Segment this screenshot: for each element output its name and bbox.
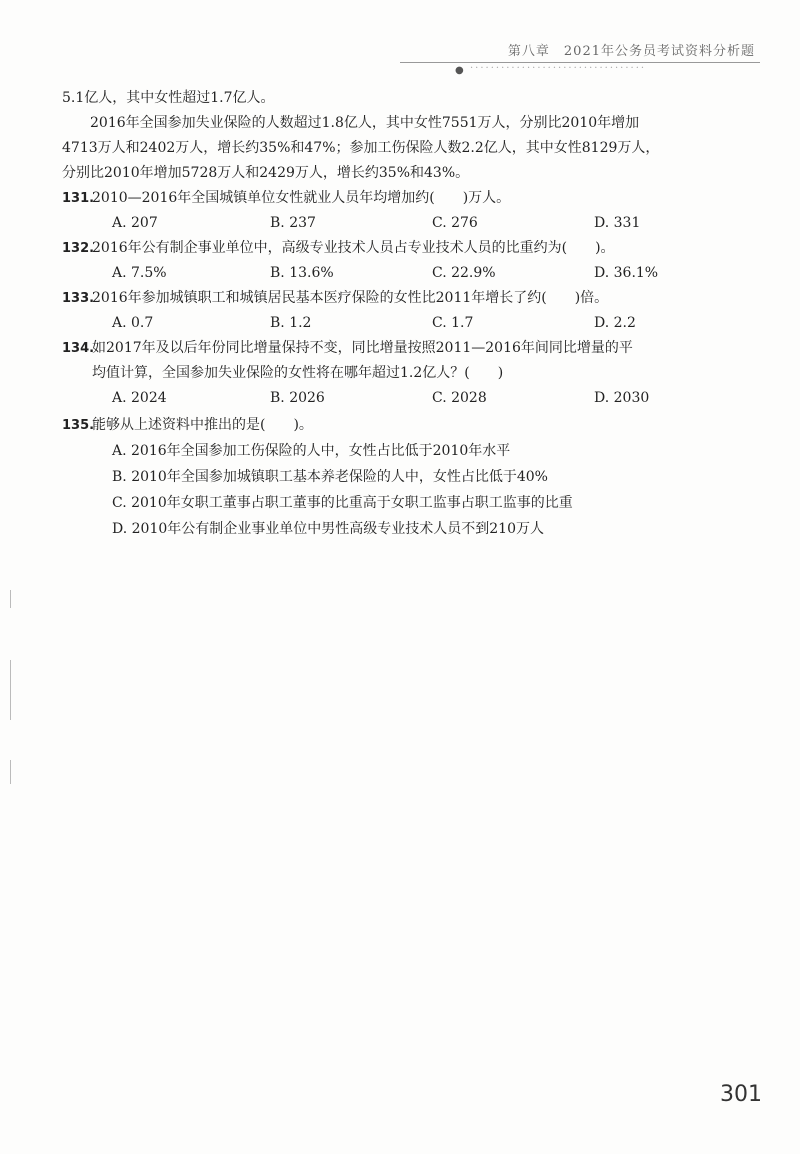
option-b[interactable]: B. 13.6%: [270, 265, 334, 281]
option-c[interactable]: C. 2010年女职工董事占职工董事的比重高于女职工监事占职工监事的比重: [112, 495, 573, 511]
options-row: [62, 211, 742, 236]
header-bullet-icon: ●: [455, 65, 464, 76]
option-a[interactable]: A. 7.5%: [112, 265, 167, 281]
question-number: 132.: [62, 241, 95, 256]
page-number: 301: [720, 1082, 762, 1107]
question-134: [62, 336, 742, 361]
question-stem: 能够从上述资料中推出的是( )。: [92, 417, 313, 433]
options-row: [62, 261, 742, 286]
main-content: [62, 86, 742, 542]
header-dotted-line: ··································: [470, 63, 647, 74]
question-131: [62, 186, 742, 211]
running-header: 第八章 2021年公务员考试资料分析题: [507, 44, 755, 59]
paragraph-line: 4713万人和2402万人，增长约35%和47%；参加工伤保险人数2.2亿人，其中女性8129万人，: [62, 140, 660, 156]
question-number: 133.: [62, 291, 95, 306]
question-stem: 2016年参加城镇职工和城镇居民基本医疗保险的女性比2011年增长了约( )倍。: [92, 290, 609, 306]
paragraph-line: 2016年全国参加失业保险的人数超过1.8亿人，其中女性7551万人，分别比2010年增加: [90, 115, 640, 131]
option-a[interactable]: A. 0.7: [112, 315, 154, 331]
option-d[interactable]: D. 2.2: [594, 315, 636, 331]
option-c[interactable]: C. 2028: [432, 390, 487, 406]
question-stem-continuation: 均值计算，全国参加失业保险的女性将在哪年超过1.2亿人？( ): [92, 365, 504, 381]
option-c[interactable]: C. 22.9%: [432, 265, 496, 281]
option-d[interactable]: D. 2010年公有制企业事业单位中男性高级专业技术人员不到210万人: [112, 521, 544, 537]
question-number: 134.: [62, 341, 95, 356]
options-row: [62, 311, 742, 336]
question-stem: 2016年公有制企事业单位中，高级专业技术人员占专业技术人员的比重约为( )。: [92, 240, 615, 256]
question-stem: 如2017年及以后年份同比增量保持不变，同比增量按照2011—2016年间同比增量的平: [92, 340, 633, 356]
question-133: [62, 286, 742, 311]
option-c[interactable]: C. 1.7: [432, 315, 474, 331]
margin-scan-mark: [10, 660, 11, 720]
option-d[interactable]: D. 36.1%: [594, 265, 659, 281]
option-d[interactable]: D. 331: [594, 215, 641, 231]
options-row: [62, 386, 742, 411]
question-132: [62, 236, 742, 261]
paragraph-line: 5.1亿人，其中女性超过1.7亿人。: [62, 90, 275, 106]
option-b[interactable]: B. 237: [270, 215, 316, 231]
option-a[interactable]: A. 2024: [112, 390, 167, 406]
margin-scan-mark: [10, 760, 11, 784]
option-b[interactable]: B. 2026: [270, 390, 325, 406]
option-c[interactable]: C. 276: [432, 215, 478, 231]
option-a[interactable]: A. 207: [112, 215, 158, 231]
question-number: 135.: [62, 418, 95, 433]
option-b[interactable]: B. 1.2: [270, 315, 312, 331]
question-stem: 2010—2016年全国城镇单位女性就业人员年均增加约( )万人。: [92, 190, 511, 206]
option-b[interactable]: B. 2010年全国参加城镇职工基本养老保险的人中，女性占比低于40%: [112, 469, 548, 485]
margin-scan-mark: [10, 590, 11, 608]
question-number: 131.: [62, 191, 95, 206]
question-135: [62, 413, 742, 438]
paragraph-line: 分别比2010年增加5728万人和2429万人，增长约35%和43%。: [62, 165, 470, 181]
option-d[interactable]: D. 2030: [594, 390, 650, 406]
option-a[interactable]: A. 2016年全国参加工伤保险的人中，女性占比低于2010年水平: [112, 443, 511, 459]
